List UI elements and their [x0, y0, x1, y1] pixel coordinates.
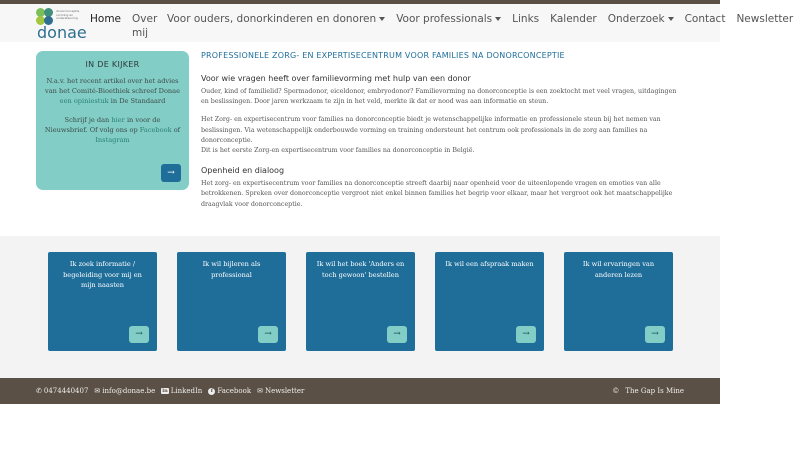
footer-facebook[interactable]: f Facebook — [208, 387, 251, 395]
kijker-arrow-button[interactable] — [161, 164, 181, 182]
arrow-right-icon: → — [135, 329, 143, 339]
chevron-down-icon — [495, 17, 501, 21]
card-label: Ik wil ervaringen van anderen lezen — [582, 260, 655, 279]
newsletter-icon: ✉ — [257, 387, 263, 395]
section-title-openheid: Openheid en dialoog — [201, 166, 285, 176]
site-footer — [0, 378, 720, 404]
arrow-right-icon: → — [522, 329, 530, 339]
facebook-link[interactable]: Facebook — [139, 126, 172, 134]
footer-email[interactable]: ✉ info@donae.be — [94, 387, 156, 395]
nav-item-voor-ouders[interactable]: Voor ouders, donorkinderen en donoren — [167, 12, 385, 40]
envelope-icon: ✉ — [94, 387, 101, 395]
nav-menu — [90, 12, 804, 40]
nav-item-onderzoek[interactable]: Onderzoek — [608, 12, 674, 40]
footer-credit[interactable]: © The Gap Is Mine — [612, 387, 684, 395]
footer-newsletter[interactable]: ✉ Newsletter — [257, 387, 305, 395]
footer-linkedin[interactable]: in LinkedIn — [162, 387, 203, 395]
chevron-down-icon — [379, 17, 385, 21]
nav-item-newsletter[interactable]: Newsletter — [736, 13, 794, 25]
nav-item-voor-professionals[interactable]: Voor professionals — [396, 12, 501, 40]
card-arrow-button[interactable] — [516, 326, 536, 343]
facebook-icon: f — [208, 388, 215, 395]
card-arrow-button[interactable] — [129, 326, 149, 343]
intro-content — [201, 51, 685, 210]
main-section — [0, 42, 720, 236]
kijker-paragraph-2: Schrijf je dan hier in voor de Nieuwsbrief. Of volg ons op Facebook of Instagram — [44, 116, 181, 144]
arrow-right-icon: → — [651, 329, 659, 339]
footer-phone[interactable]: ✆ 0474440407 — [36, 387, 89, 395]
intro-paragraph-1: Ouder, kind of familielid? Spermadonor, eiceldonor, embryodonor? Familievorming na donorconceptie is een zoektocht met veel vragen, uitdagingen en beslissingen. Door jaren werkzaam te zijn in het veld, merkte ik dat er nood was aan informatie en steun. — [201, 88, 677, 106]
nav-item-over-mij[interactable]: Over mij — [132, 13, 158, 39]
card-label: Ik wil bijleren als professional — [202, 260, 261, 279]
card-label: Ik wil een afspraak maken — [445, 260, 534, 268]
opiniestuk-link[interactable]: een opiniestuk — [59, 97, 109, 105]
card-afspraak[interactable] — [435, 252, 544, 351]
nav-item-home[interactable]: Home — [90, 13, 122, 25]
chevron-down-icon — [668, 17, 674, 21]
section-title-voor-wie: Voor wie vragen heeft over familievorming met hulp van een donor — [201, 74, 471, 83]
action-cards — [0, 236, 720, 378]
card-label: Ik wil het boek 'Anders en toch gewoon' bestellen — [316, 260, 405, 279]
card-informatie[interactable] — [48, 252, 157, 351]
nav-item-contact[interactable]: Contact — [684, 13, 726, 25]
arrow-right-icon: → — [264, 329, 272, 339]
card-boek-bestellen[interactable] — [306, 252, 415, 351]
intro-paragraph-2: Het Zorg- en expertisecentrum voor families na donorconceptie biedt je wetenschappelijke informatie en professionele steun bij het nemen van beslissingen. Via wetenschappelijk onderbouwde vorming en training ondersteunt het centrum ook professionals in de zorg aan families na donorconceptie. — [201, 116, 661, 144]
nav-item-links[interactable]: Links — [512, 13, 540, 25]
kijker-paragraph-1: N.a.v. het recent artikel over het advies van het Comité-Bioethiek schreef Donae een opiniestuk in De Standaard — [44, 77, 181, 105]
card-ervaringen[interactable] — [564, 252, 673, 351]
instagram-link[interactable]: Instagram — [95, 136, 130, 144]
linkedin-icon: in — [162, 388, 168, 394]
in-de-kijker-panel — [36, 51, 189, 190]
card-label: Ik zoek informatie / begeleiding voor mij en mijn naasten — [63, 260, 142, 289]
logo-tagline: donorconceptie vorming en ondersteuning — [56, 9, 80, 21]
main-nav — [0, 4, 794, 42]
phone-icon: ✆ — [36, 387, 42, 395]
kijker-title: IN DE KIJKER — [85, 60, 140, 69]
donae-logo[interactable] — [36, 8, 86, 40]
arrow-right-icon: → — [167, 168, 175, 178]
logo-wordmark: donae — [37, 23, 87, 42]
intro-paragraph-3: Dit is het eerste Zorg-en expertisecentrum voor families na donorconceptie in België. — [201, 147, 475, 155]
openheid-paragraph: Het zorg- en expertisecentrum voor families na donorconceptie streeft daarbij naar openheid voor de uiteenlopende vragen en emoties van alle betrokkenen. Spreken over donorconceptie vergroot niet enkel binnen families het begrip voor elkaar, maar het vergroot ook het maatschappelijke draagvlak voor donorconceptie. — [201, 180, 673, 208]
nav-item-kalender[interactable]: Kalender — [550, 13, 597, 25]
card-bijleren[interactable] — [177, 252, 286, 351]
newsletter-signup-link[interactable]: hier — [111, 116, 125, 124]
copyright-icon: © — [612, 387, 620, 395]
card-arrow-button[interactable] — [258, 326, 278, 343]
footer-contacts — [36, 378, 310, 404]
card-arrow-button[interactable] — [387, 326, 407, 343]
arrow-right-icon: → — [393, 329, 401, 339]
card-arrow-button[interactable] — [645, 326, 665, 343]
page-title: PROFESSIONELE ZORG- EN EXPERTISECENTRUM VOOR FAMILIES NA DONORCONCEPTIE — [201, 51, 565, 60]
